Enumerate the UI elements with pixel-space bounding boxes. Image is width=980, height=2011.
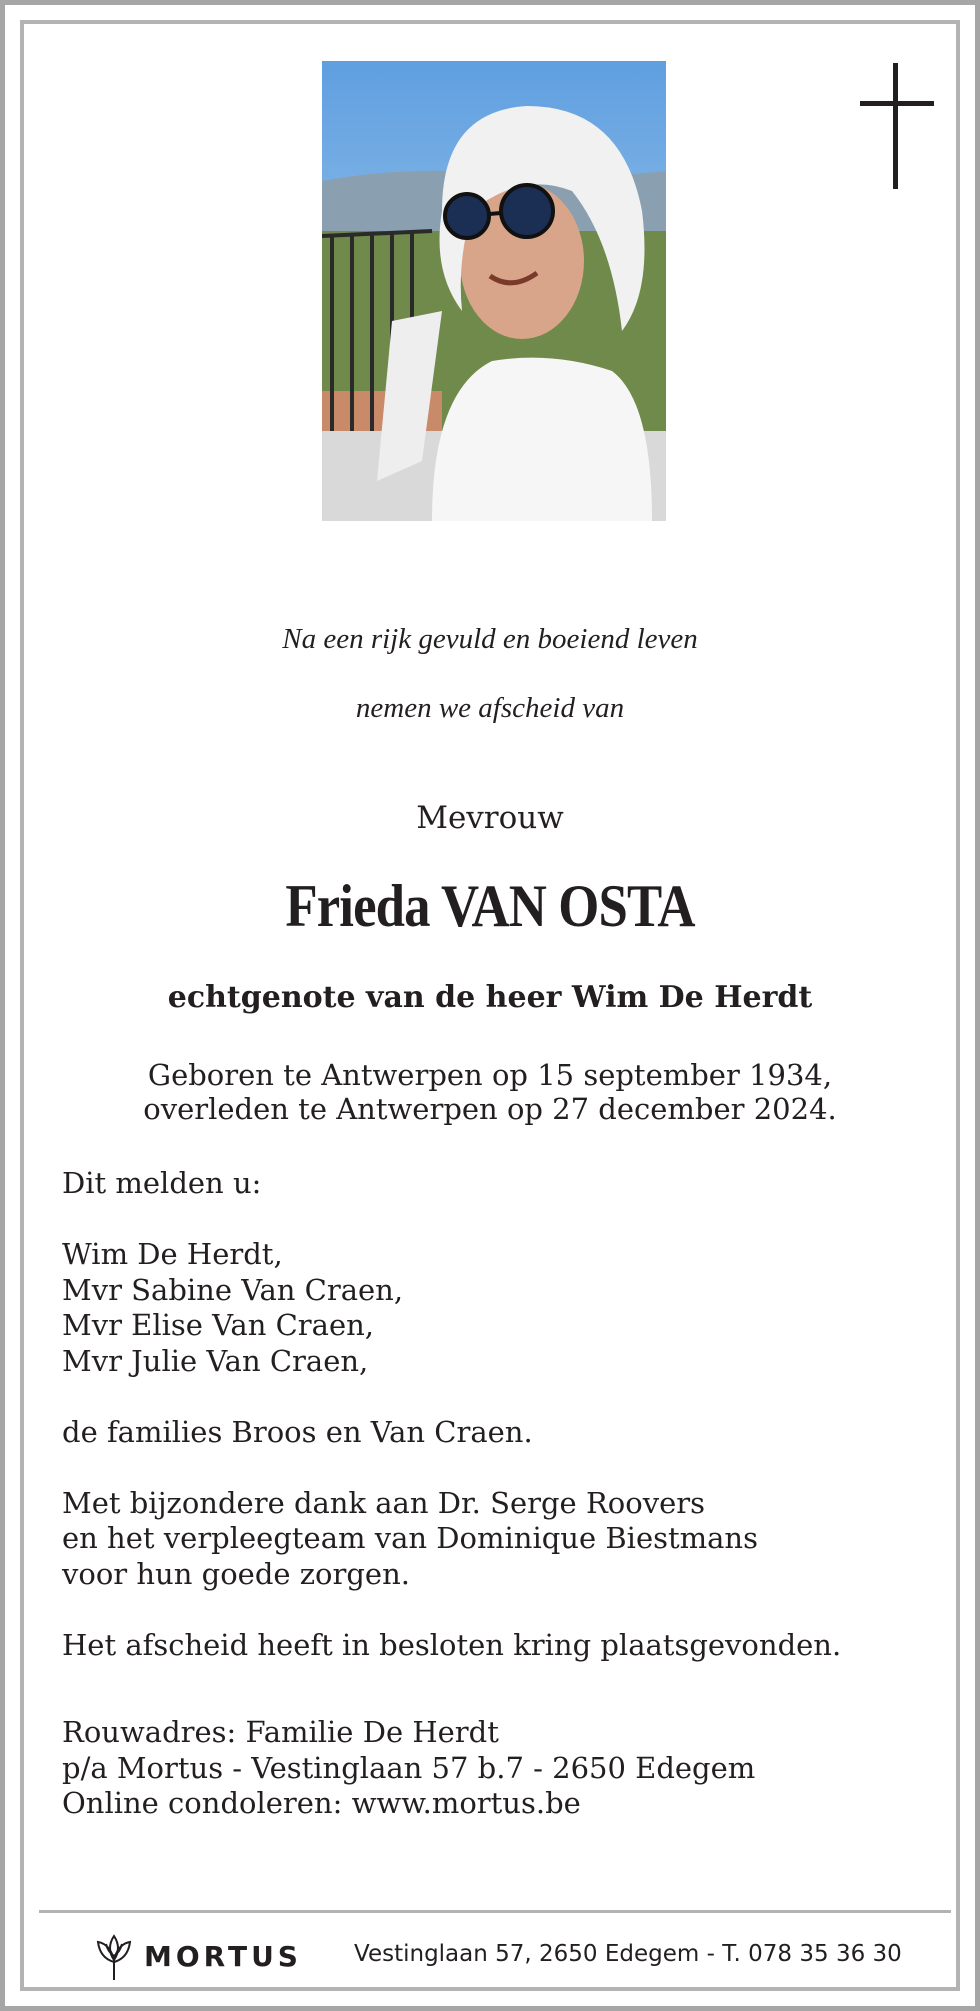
intro-line-2: nemen we afscheid van bbox=[355, 692, 625, 724]
birth-death-dates bbox=[24, 1058, 956, 1126]
announcer: Mvr Julie Van Craen, bbox=[62, 1343, 369, 1378]
notice-border bbox=[20, 20, 960, 1991]
intro-line-1: Na een rijk gevuld en boeiend leven bbox=[282, 623, 698, 655]
birth-line: Geboren te Antwerpen op 15 september 1934, bbox=[147, 1058, 833, 1092]
spouse-line: echtgenote van de heer Wim De Herdt bbox=[167, 980, 813, 1015]
announcers-intro: Dit melden u: bbox=[62, 1166, 262, 1200]
address-line[interactable]: Online condoleren: www.mortus.be bbox=[62, 1786, 581, 1820]
portrait-photo bbox=[322, 61, 666, 521]
deceased-name: Frieda VAN OSTA bbox=[285, 873, 695, 939]
announcer: Mvr Sabine Van Craen, bbox=[62, 1272, 404, 1307]
notice-page bbox=[5, 5, 975, 2006]
footer-divider bbox=[39, 1910, 951, 1913]
announcer: Wim De Herdt, bbox=[62, 1237, 283, 1271]
honorific-title: Mevrouw bbox=[416, 800, 564, 836]
thanks-line: Met bijzondere dank aan Dr. Serge Roovers bbox=[62, 1485, 705, 1520]
announcer: Mvr Elise Van Craen, bbox=[62, 1308, 375, 1342]
portrait-illustration bbox=[322, 61, 666, 521]
farewell-line: Het afscheid heeft in besloten kring plaatsgevonden. bbox=[62, 1627, 842, 1662]
cross-icon bbox=[860, 63, 934, 189]
flower-icon bbox=[94, 1934, 134, 1982]
address-line: p/a Mortus - Vestinglaan 57 b.7 - 2650 Edegem bbox=[62, 1750, 756, 1785]
mourning-address bbox=[62, 1715, 942, 1822]
announcement-body bbox=[62, 1166, 942, 1822]
thanks-line: en het verpleegteam van Dominique Biestmans bbox=[62, 1521, 758, 1555]
address-line: Rouwadres: Familie De Herdt bbox=[62, 1715, 499, 1749]
death-line: overleden te Antwerpen op 27 december 2024. bbox=[143, 1092, 837, 1126]
announcers-list bbox=[62, 1237, 942, 1379]
thanks-line: voor hun goede zorgen. bbox=[62, 1556, 410, 1591]
logo-wordmark: MORTUS bbox=[144, 1940, 302, 1973]
footer-contact: Vestinglaan 57, 2650 Edegem - T. 078 35 36 30 bbox=[354, 1941, 902, 1967]
families-line: de families Broos en Van Craen. bbox=[62, 1414, 533, 1449]
mortus-logo[interactable] bbox=[94, 1934, 304, 1986]
thanks-paragraph bbox=[62, 1486, 942, 1593]
